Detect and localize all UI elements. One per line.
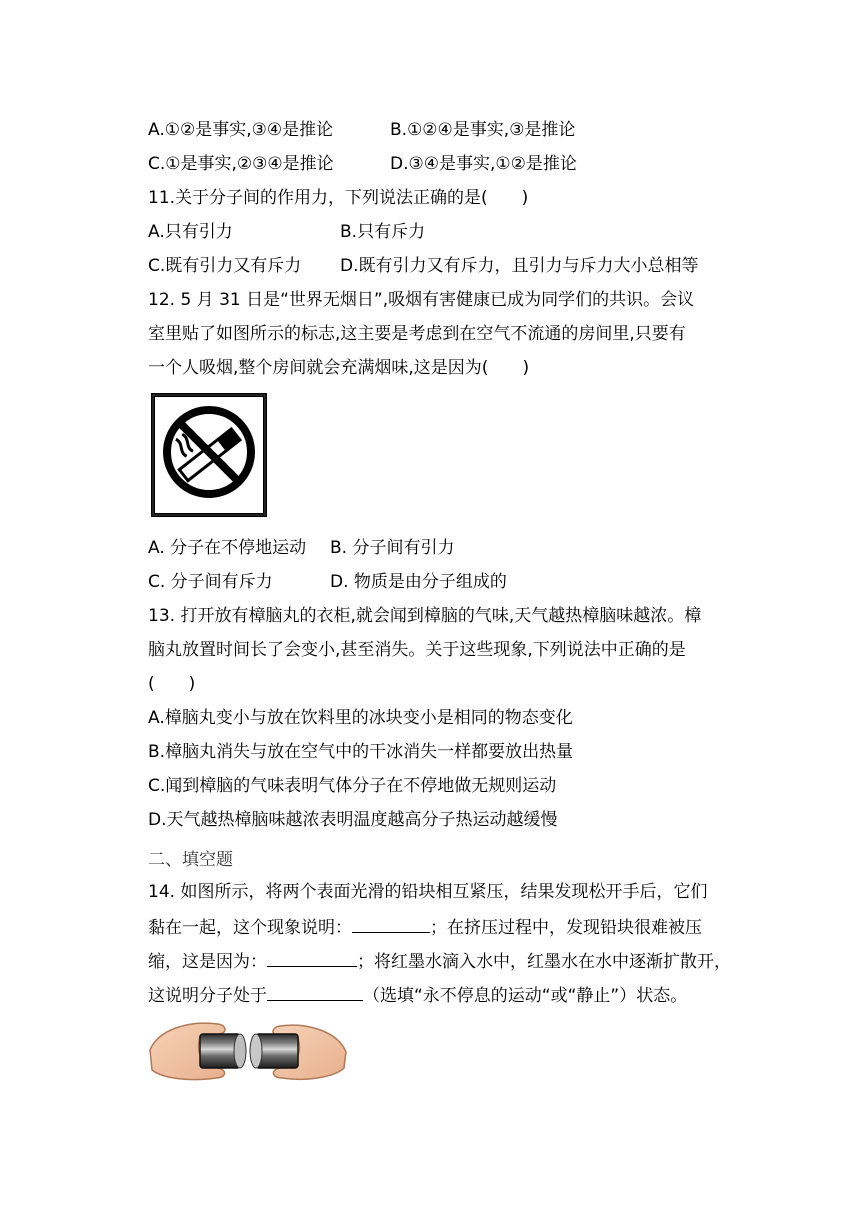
q11-option-d: D.既有引力又有斥力，且引力与斥力大小总相等 — [340, 256, 699, 276]
q11-stem: 11.关于分子间的作用力，下列说法正确的是( ) — [148, 188, 529, 208]
q13-option-c: C.闻到樟脑的气味表明气体分子在不停地做无规则运动 — [148, 776, 557, 796]
q14-line-3 — [148, 948, 731, 974]
q13-line-2: 脑丸放置时间长了会变小,甚至消失。关于这些现象,下列说法中正确的是 — [148, 640, 686, 660]
q14-line-2-text-b: ；在挤压过程中，发现铅块很难被压 — [430, 918, 702, 938]
q14-line-3-text-b: ；将红墨水滴入水中，红墨水在水中逐渐扩散开， — [357, 952, 731, 972]
q10-option-a: A.①②是事实,③④是推论 — [148, 120, 334, 140]
q12-option-a: A. 分子在不停地运动 — [148, 538, 307, 558]
q13-option-b: B.樟脑丸消失与放在空气中的干冰消失一样都要放出热量 — [148, 742, 574, 762]
q13-option-a: A.樟脑丸变小与放在饮料里的冰块变小是相同的物态变化 — [148, 708, 573, 728]
q12-line-1: 12. 5 月 31 日是“世界无烟日”,吸烟有害健康已成为同学们的共识。会议 — [148, 290, 695, 310]
q11-option-c: C.既有引力又有斥力 — [148, 256, 302, 276]
q12-option-b: B. 分子间有引力 — [330, 538, 455, 558]
q11-option-b: B.只有斥力 — [340, 222, 426, 242]
q13-line-3: ( ) — [148, 674, 196, 694]
q14-blank-3[interactable] — [267, 982, 363, 1001]
section-title-fill-blank: 二、填空题 — [148, 850, 233, 870]
q14-line-3-text-a: 缩，这是因为： — [148, 952, 267, 972]
q13-option-d: D.天气越热樟脑味越浓表明温度越高分子热运动越缓慢 — [148, 810, 558, 830]
q12-line-3: 一个人吸烟,整个房间就会充满烟味,这是因为( ) — [148, 358, 530, 378]
q14-blank-1[interactable] — [352, 914, 430, 933]
q14-line-2 — [148, 914, 702, 940]
q12-line-2: 室里贴了如图所示的标志,这主要是考虑到在空气不流通的房间里,只要有 — [148, 324, 686, 344]
q12-option-d: D. 物质是由分子组成的 — [330, 572, 507, 592]
q11-option-a: A.只有引力 — [148, 222, 233, 242]
q14-line-4 — [148, 982, 687, 1008]
q10-option-b: B.①②④是事实,③是推论 — [390, 120, 576, 140]
q14-line-4-text-a: 这说明分子处于 — [148, 986, 267, 1006]
q14-line-2-text-a: 黏在一起，这个现象说明： — [148, 918, 352, 938]
q12-option-c: C. 分子间有斥力 — [148, 572, 273, 592]
q14-line-1: 14. 如图所示，将两个表面光滑的铅块相互紧压，结果发现松开手后，它们 — [148, 882, 708, 902]
q13-line-1: 13. 打开放有樟脑丸的衣柜,就会闻到樟脑的气味,天气越热樟脑味越浓。樟 — [148, 606, 702, 626]
q14-line-4-text-b: （选填“永不停息的运动“或“静止”）状态。 — [363, 986, 688, 1006]
no-smoking-sign-icon — [150, 392, 268, 518]
q10-option-d: D.③④是事实,①②是推论 — [390, 154, 577, 174]
q14-blank-2[interactable] — [267, 948, 357, 967]
lead-blocks-image-icon — [148, 1012, 348, 1086]
q10-option-c: C.①是事实,②③④是推论 — [148, 154, 334, 174]
